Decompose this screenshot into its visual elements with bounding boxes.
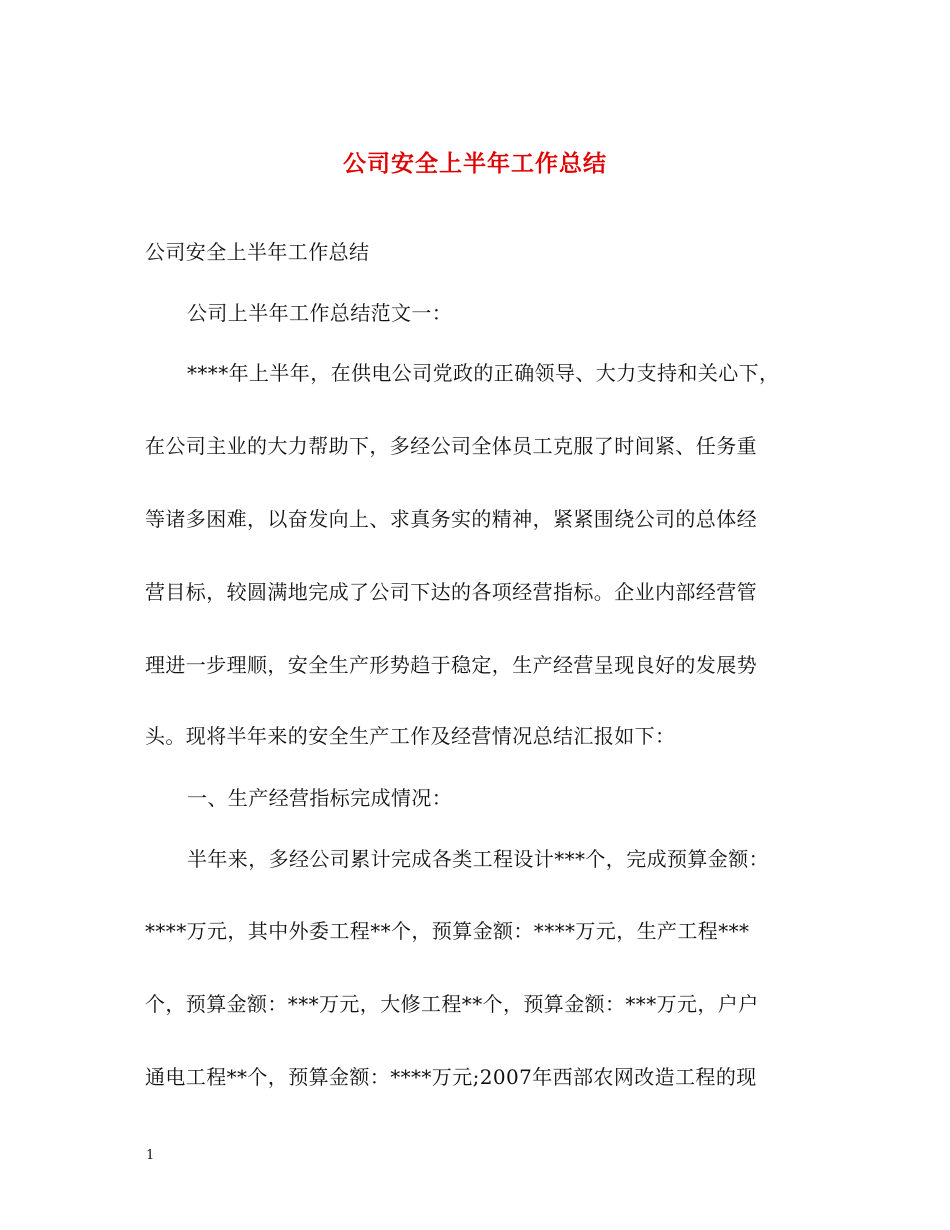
page-number: 1 <box>146 1148 155 1163</box>
paragraph-line: 在公司主业的大力帮助下，多经公司全体员工克服了时间紧、任务重 <box>145 434 757 458</box>
paragraph-line: ****万元，其中外委工程**个，预算金额：****万元，生产工程*** <box>145 919 750 943</box>
paragraph-line: 头。现将半年来的安全生产工作及经营情况总结汇报如下： <box>145 724 676 748</box>
paragraph-line: ****年上半年，在供电公司党政的正确领导、大力支持和关心下， <box>187 361 780 385</box>
paragraph-line: 通电工程**个，预算金额：****万元;2007年西部农网改造工程的现 <box>145 1065 757 1089</box>
document-title: 公司安全上半年工作总结 <box>343 150 607 177</box>
paragraph-line: 个，预算金额：***万元，大修工程**个，预算金额：***万元，户户 <box>145 992 759 1016</box>
paragraph-line: 理进一步理顺，安全生产形势趋于稳定，生产经营呈现良好的发展势 <box>145 653 757 677</box>
paragraph-line: 等诸多困难，以奋发向上、求真务实的精神，紧紧围绕公司的总体经 <box>145 507 757 531</box>
paragraph-line: 半年来，多经公司累计完成各类工程设计***个，完成预算金额： <box>187 847 769 871</box>
paragraph-line: 营目标，较圆满地完成了公司下达的各项经营指标。企业内部经营管 <box>145 580 757 604</box>
section-intro-line: 公司上半年工作总结范文一： <box>187 301 453 325</box>
section-heading-line: 一、生产经营指标完成情况： <box>187 786 453 810</box>
subtitle-line: 公司安全上半年工作总结 <box>145 240 370 264</box>
